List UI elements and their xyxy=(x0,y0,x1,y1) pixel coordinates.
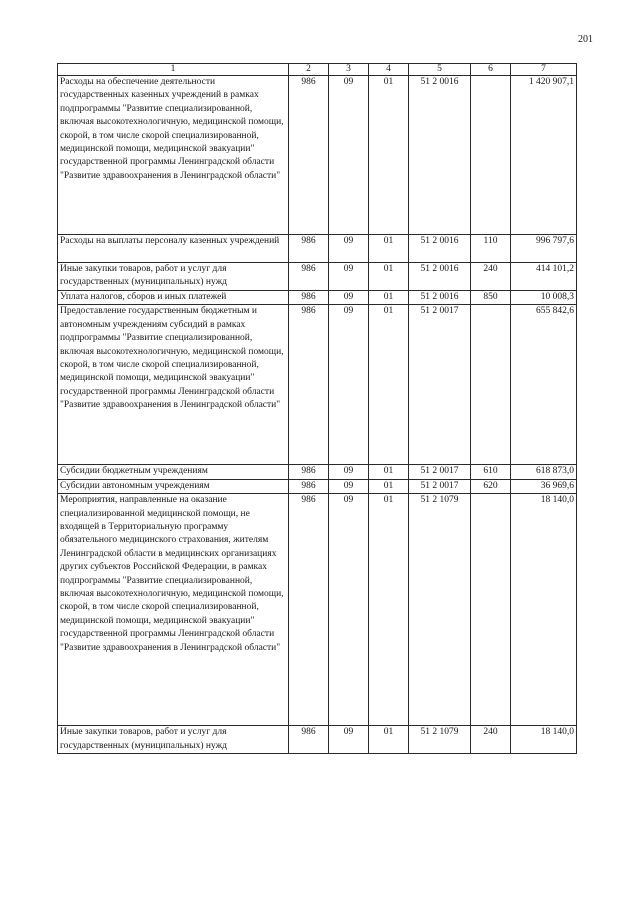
expense-type-code xyxy=(471,494,511,726)
table-row xyxy=(58,291,577,305)
section-code: 09 xyxy=(329,235,369,263)
target-code: 51 2 0017 xyxy=(409,465,471,479)
subsection-code: 01 xyxy=(369,235,409,263)
table-row xyxy=(58,76,577,235)
header-cell: 5 xyxy=(409,64,471,76)
amount: 618 873,0 xyxy=(511,465,577,479)
expense-name: Субсидии бюджетным учреждениям xyxy=(58,465,289,479)
target-code: 51 2 0016 xyxy=(409,76,471,235)
section-code: 09 xyxy=(329,479,369,493)
table-row xyxy=(58,235,577,263)
admin-code: 986 xyxy=(289,76,329,235)
section-code: 09 xyxy=(329,291,369,305)
expense-type-code: 110 xyxy=(471,235,511,263)
table-row xyxy=(58,494,577,726)
target-code: 51 2 0016 xyxy=(409,291,471,305)
amount: 996 797,6 xyxy=(511,235,577,263)
subsection-code: 01 xyxy=(369,494,409,726)
page-number: 201 xyxy=(578,34,593,45)
admin-code: 986 xyxy=(289,305,329,465)
amount: 655 842,6 xyxy=(511,305,577,465)
expense-type-code: 620 xyxy=(471,479,511,493)
section-code: 09 xyxy=(329,465,369,479)
amount: 1 420 907,1 xyxy=(511,76,577,235)
section-code: 09 xyxy=(329,76,369,235)
amount: 18 140,0 xyxy=(511,726,577,754)
subsection-code: 01 xyxy=(369,479,409,493)
amount: 10 008,3 xyxy=(511,291,577,305)
expense-name: Предоставление государственным бюджетным и автономным учреждениям субсидий в рамках подпрограммы "Развитие специализированной, включая высокотехнологичную, медицинской помощи, скорой, в том числе скорой специализированной, медицинской помощи, медицинской эвакуации" государственной программы Ленинградской области "Развитие здравоохранения в Ленинградской области" xyxy=(58,305,289,465)
admin-code: 986 xyxy=(289,726,329,754)
target-code: 51 2 1079 xyxy=(409,494,471,726)
table-row xyxy=(58,726,577,754)
subsection-code: 01 xyxy=(369,263,409,291)
expense-name: Субсидии автономным учреждениям xyxy=(58,479,289,493)
header-cell: 3 xyxy=(329,64,369,76)
expense-type-code: 610 xyxy=(471,465,511,479)
admin-code: 986 xyxy=(289,291,329,305)
header-row xyxy=(58,64,577,76)
target-code: 51 2 1079 xyxy=(409,726,471,754)
expense-name: Иные закупки товаров, работ и услуг для государственных (муниципальных) нужд xyxy=(58,263,289,291)
subsection-code: 01 xyxy=(369,726,409,754)
header-cell: 2 xyxy=(289,64,329,76)
subsection-code: 01 xyxy=(369,305,409,465)
budget-table xyxy=(57,63,577,754)
section-code: 09 xyxy=(329,726,369,754)
table-row xyxy=(58,305,577,465)
expense-name: Иные закупки товаров, работ и услуг для государственных (муниципальных) нужд xyxy=(58,726,289,754)
section-code: 09 xyxy=(329,263,369,291)
expense-type-code xyxy=(471,76,511,235)
header-cell: 7 xyxy=(511,64,577,76)
admin-code: 986 xyxy=(289,465,329,479)
section-code: 09 xyxy=(329,494,369,726)
amount: 18 140,0 xyxy=(511,494,577,726)
table-row xyxy=(58,479,577,493)
target-code: 51 2 0016 xyxy=(409,263,471,291)
admin-code: 986 xyxy=(289,479,329,493)
table-row xyxy=(58,263,577,291)
expense-type-code: 240 xyxy=(471,726,511,754)
admin-code: 986 xyxy=(289,494,329,726)
subsection-code: 01 xyxy=(369,76,409,235)
admin-code: 986 xyxy=(289,263,329,291)
expense-name: Мероприятия, направленные на оказание специализированной медицинской помощи, не входящей в Территориальную программу обязательного медицинского страхования, жителям Ленинградской области в медицинских организациях других субъектов Российской Федерации, в рамках подпрограммы "Развитие специализированной, включая высокотехнологичную, медицинской помощи, скорой, в том числе скорой специализированной, медицинской помощи, медицинской эвакуации" государственной программы Ленинградской области "Развитие здравоохранения в Ленинградской области" xyxy=(58,494,289,726)
target-code: 51 2 0017 xyxy=(409,479,471,493)
amount: 36 969,6 xyxy=(511,479,577,493)
section-code: 09 xyxy=(329,305,369,465)
expense-type-code xyxy=(471,305,511,465)
subsection-code: 01 xyxy=(369,465,409,479)
header-cell: 4 xyxy=(369,64,409,76)
expense-name: Расходы на выплаты персоналу казенных учреждений xyxy=(58,235,289,263)
subsection-code: 01 xyxy=(369,291,409,305)
admin-code: 986 xyxy=(289,235,329,263)
expense-name: Расходы на обеспечение деятельности государственных казенных учреждений в рамках подпрограммы "Развитие специализированной, включая высокотехнологичную, медицинской помощи, скорой, в том числе скорой специализированной, медицинской помощи, медицинской эвакуации" государственной программы Ленинградской области "Развитие здравоохранения в Ленинградской области" xyxy=(58,76,289,235)
expense-type-code: 850 xyxy=(471,291,511,305)
header-cell: 6 xyxy=(471,64,511,76)
target-code: 51 2 0016 xyxy=(409,235,471,263)
header-cell: 1 xyxy=(58,64,289,76)
expense-type-code: 240 xyxy=(471,263,511,291)
target-code: 51 2 0017 xyxy=(409,305,471,465)
table-row xyxy=(58,465,577,479)
amount: 414 101,2 xyxy=(511,263,577,291)
expense-name: Уплата налогов, сборов и иных платежей xyxy=(58,291,289,305)
